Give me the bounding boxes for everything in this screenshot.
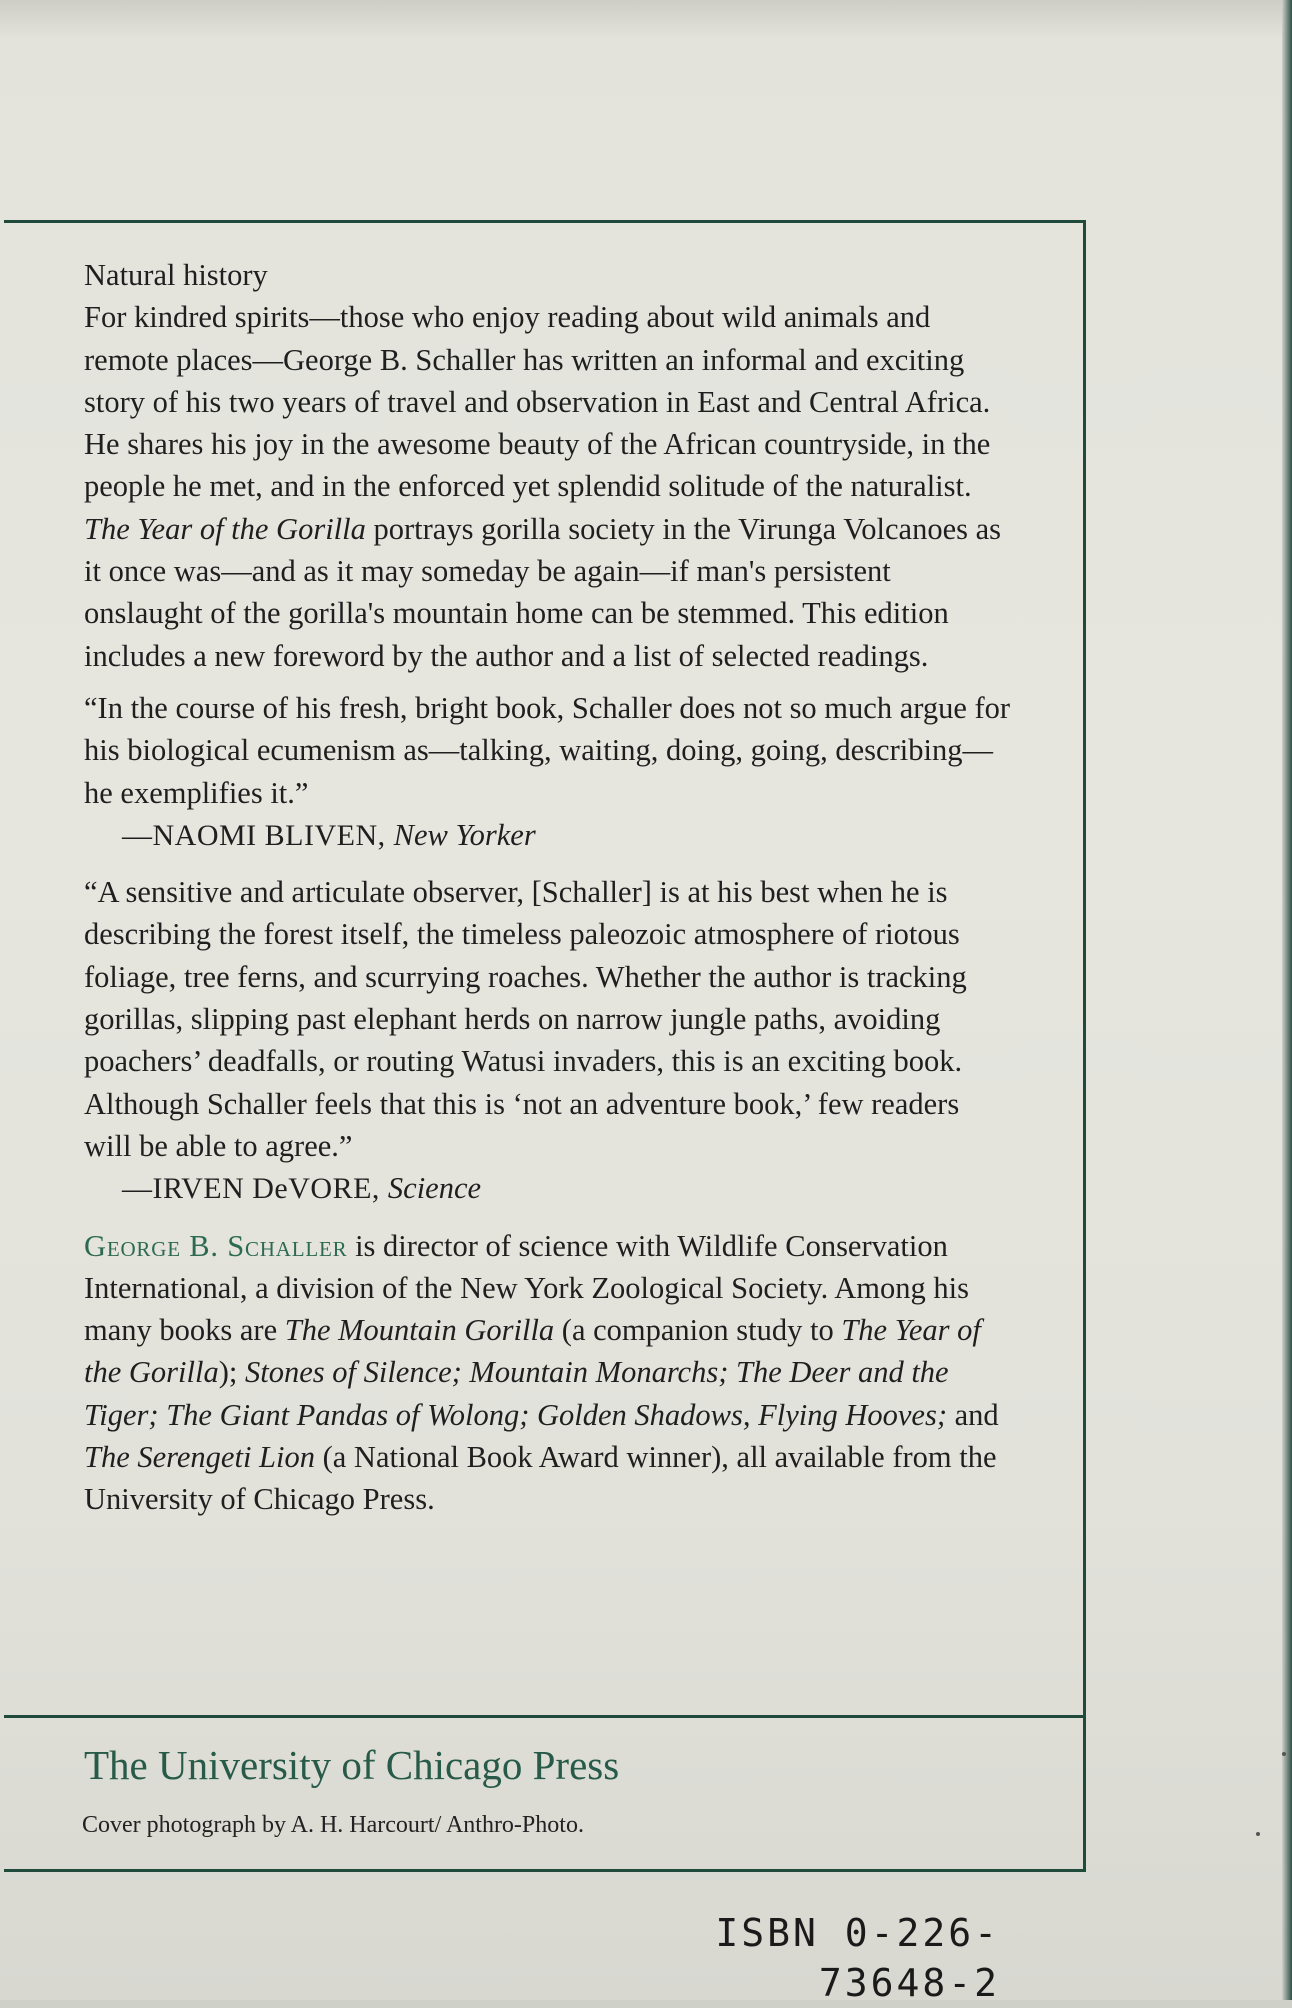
about-text: ); bbox=[218, 1355, 245, 1390]
about-text: (a National Book Award winner), all available from the University of Chicago Press. bbox=[84, 1440, 997, 1517]
reviewer-name: —NAOMI BLIVEN, bbox=[122, 818, 394, 852]
review-attribution bbox=[84, 1167, 1014, 1210]
about-text: and bbox=[947, 1397, 999, 1432]
reviewer-name: —IRVEN DeVORE, bbox=[122, 1172, 388, 1206]
review-attribution bbox=[84, 814, 1014, 857]
about-text: (a companion study to bbox=[554, 1313, 842, 1348]
book-title-list: Stones of Silence; Mountain Monarchs; The Deer and the Tiger; The Giant Pandas of Wolong; Golden Shadows, Flying Hooves; bbox=[84, 1355, 949, 1432]
description-text: portrays gorilla society in the Virunga Volcanoes as it once was—and as it may someday be again—if man's persistent onslaught of the gorilla's mountain home can be stemmed. This edition includes a new foreword by the author and a list of selected readings. bbox=[84, 511, 1002, 673]
frame-divider bbox=[4, 1715, 1086, 1718]
photo-credit: Cover photograph by A. H. Harcourt/ Anthro-Photo. bbox=[82, 1812, 584, 1838]
book-title: The Mountain Gorilla bbox=[284, 1313, 555, 1348]
book-title: The Year of the Gorilla bbox=[84, 1313, 981, 1390]
book-title: The Year of the Gorilla bbox=[84, 511, 366, 546]
review-quote: “A sensitive and articulate observer, [Schaller] is at his best when he is describing the forest itself, the timeless paleozoic atmosphere of riotous foliage, tree ferns, and scurrying roaches. Whether the author is tracking gorillas, slipping past elephant herds on narrow jungle paths, avoiding poachers’ deadfalls, or routing Watusi invaders, this is an exciting book. Although Schaller feels that this is ‘not an adventure book,’ few readers will be able to agree.” bbox=[84, 875, 967, 1163]
speck bbox=[1256, 1832, 1260, 1836]
description-text: For kindred spirits—those who enjoy reading about wild animals and remote places—George B. Schaller has written an informal and exciting story of his two years of travel and observation in East and Central Africa. He shares his joy in the awesome beauty of the African countryside, in the people he met, and in the enforced yet splendid solitude of the naturalist. bbox=[84, 300, 991, 504]
cover-shadow bbox=[0, 0, 1292, 40]
publisher-name: The University of Chicago Press bbox=[84, 1742, 620, 1788]
about-text: is director of science with Wildlife Conservation International, a division of the New York Zoological Society. Among his many books are bbox=[84, 1228, 969, 1348]
book-title: The Serengeti Lion bbox=[84, 1440, 315, 1475]
category-label: Natural history bbox=[84, 258, 268, 292]
author-name: George B. Schaller bbox=[84, 1228, 348, 1263]
review-source: New Yorker bbox=[393, 817, 536, 852]
cover-edge bbox=[1282, 0, 1292, 2000]
isbn-number: ISBN 0-226-73648-2 bbox=[715, 1911, 1000, 2005]
review-source: Science bbox=[387, 1171, 482, 1206]
about-author bbox=[84, 1225, 1014, 1521]
blurb bbox=[84, 254, 1014, 1521]
book-description bbox=[84, 296, 1014, 677]
review-quote: “In the course of his fresh, bright book, Schaller does not so much argue for his biological ecumenism as—talking, waiting, doing, going, describing—he exemplifies it.” bbox=[84, 690, 1011, 810]
speck bbox=[1282, 1752, 1286, 1756]
